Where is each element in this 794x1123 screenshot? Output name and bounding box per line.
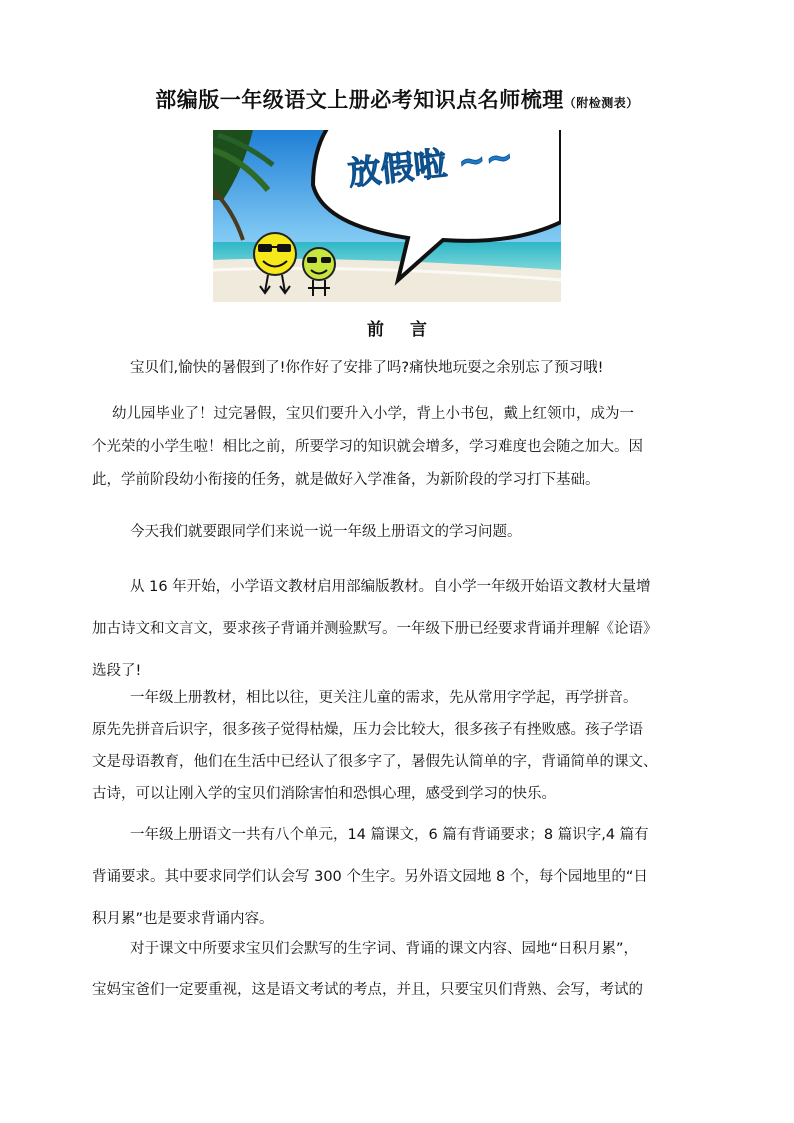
paragraph-line: 加古诗文和文言文，要求孩子背诵并测验默写。一年级下册已经要求背诵并理解《论语》 (92, 621, 658, 637)
paragraph-line: 文是母语教育，他们在生活中已经认了很多字了，暑假先认简单的字，背诵简单的课文、 (92, 754, 658, 770)
paragraph-line: 宝妈宝爸们一定要重视，这是语文考试的考点，并且，只要宝贝们背熟、会写，考试的 (92, 982, 643, 998)
section-heading: 前言 (367, 320, 453, 340)
paragraph-2 (92, 398, 704, 497)
paragraph-1 (92, 356, 742, 377)
paragraph-4 (92, 566, 704, 692)
paragraph-line: 原先先拼音后识字，很多孩子觉得枯燥，压力会比较大，很多孩子有挫败感。孩子学语 (92, 722, 643, 738)
paragraph-6 (92, 814, 704, 940)
paragraph-line: 一年级上册语文一共有八个单元，14 篇课文，6 篇有背诵要求；8 篇识字,4 篇有 (130, 827, 649, 843)
speech-bubble-text: 放假啦 ~~ (345, 136, 515, 193)
paragraph-line: 今天我们就要跟同学们来说一说一年级上册语文的学习问题。 (130, 524, 522, 540)
title-note: （附检测表） (563, 96, 639, 110)
paragraph-line: 个光荣的小学生啦！相比之前，所要学习的知识就会增多，学习难度也会随之加大。因 (92, 439, 643, 455)
paragraph-line: 从 16 年开始，小学语文教材启用部编版教材。自小学一年级开始语文教材大量增 (130, 579, 651, 595)
paragraph-line: 积月累”也是要求背诵内容。 (92, 911, 274, 927)
paragraph-line: 对于课文中所要求宝贝们会默写的生字词、背诵的课文内容、园地“日积月累”， (130, 941, 639, 957)
paragraph-line: 古诗，可以让刚入学的宝贝们消除害怕和恐惧心理，感受到学习的快乐。 (92, 786, 556, 802)
document-title (0, 84, 794, 114)
paragraph-line: 幼儿园毕业了！过完暑假，宝贝们要升入小学，背上小书包，戴上红领巾，成为一 (112, 406, 634, 422)
paragraph-3 (92, 520, 742, 541)
paragraph-line: 此，学前阶段幼小衔接的任务，就是做好入学准备，为新阶段的学习打下基础。 (92, 472, 600, 488)
paragraph-line: 一年级上册教材，相比以往，更关注儿童的需求，先从常用字学起，再学拼音。 (130, 690, 638, 706)
paragraph-line: 背诵要求。其中要求同学们认会写 300 个生字。另外语文园地 8 个，每个园地里的“日 (92, 869, 648, 885)
paragraph-5 (92, 682, 704, 810)
banner-image (213, 130, 561, 302)
title-main: 部编版一年级语文上册必考知识点名师梳理 (155, 88, 564, 112)
paragraph-7 (92, 929, 704, 1011)
paragraph-line: 宝贝们,愉快的暑假到了!你作好了安排了吗?痛快地玩耍之余别忘了预习哦! (130, 360, 604, 376)
paragraph-line: 选段了! (92, 663, 142, 679)
